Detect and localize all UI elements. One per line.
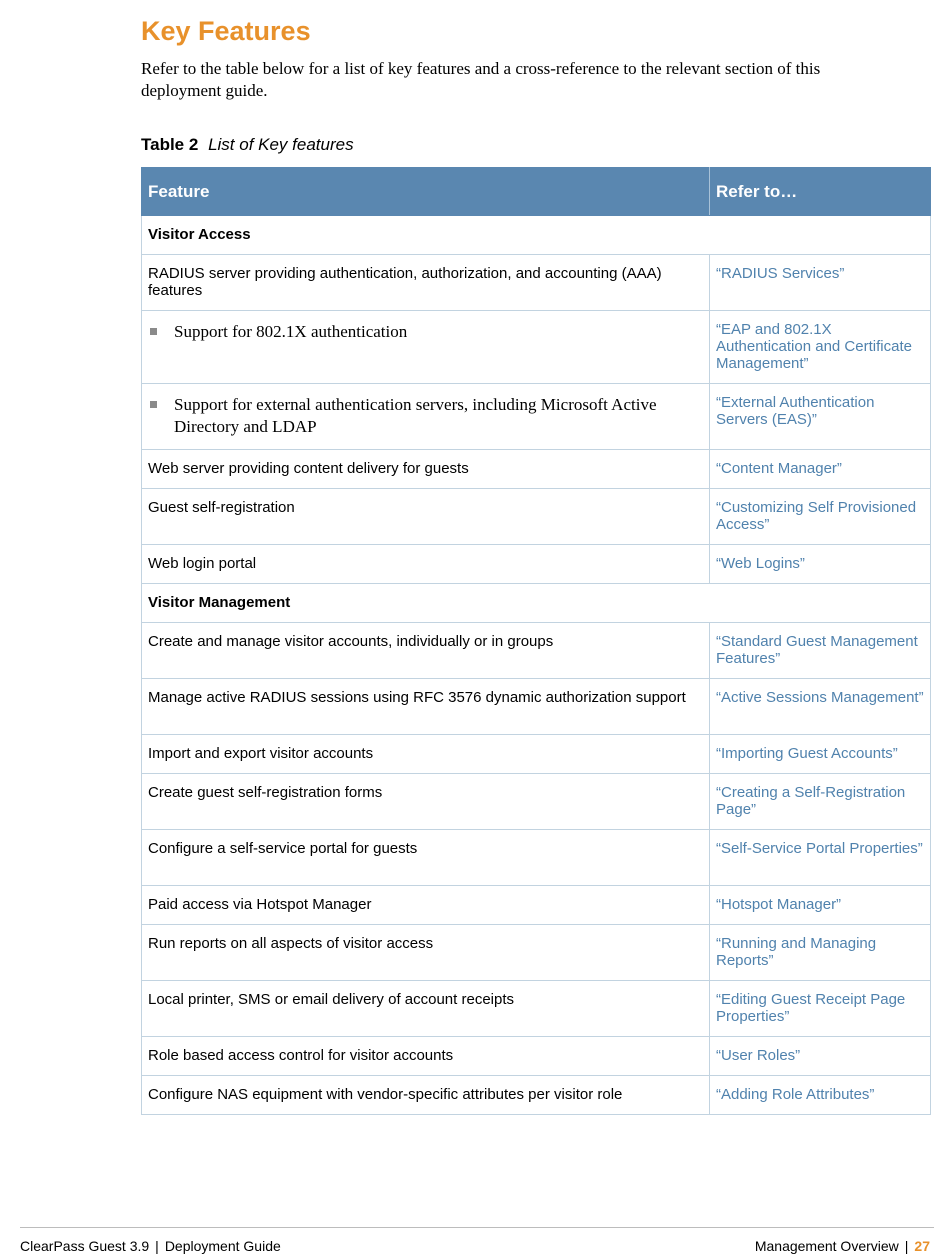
reference-link[interactable]: “Hotspot Manager” (710, 886, 931, 925)
section-title-visitor-access: Visitor Access (142, 216, 931, 255)
feature-cell: Import and export visitor accounts (142, 735, 710, 774)
table-row (142, 1037, 931, 1076)
table-caption-label: Table 2 (141, 135, 199, 154)
feature-cell: Configure NAS equipment with vendor-specific attributes per visitor role (142, 1076, 710, 1115)
page-number: 27 (914, 1238, 930, 1254)
reference-link[interactable]: “Content Manager” (710, 450, 931, 489)
reference-link[interactable]: “Importing Guest Accounts” (710, 735, 931, 774)
table-row (142, 450, 931, 489)
reference-link[interactable]: “Active Sessions Management” (710, 679, 931, 735)
feature-cell: Create guest self-registration forms (142, 774, 710, 830)
bullet-text: Support for external authentication servers, including Microsoft Active Directory and LDAP (174, 395, 657, 436)
reference-link[interactable]: “RADIUS Services” (710, 255, 931, 311)
feature-cell: Web login portal (142, 545, 710, 584)
bullet-square-icon (150, 328, 157, 335)
table-caption-text: List of Key features (208, 135, 354, 154)
feature-cell: Run reports on all aspects of visitor access (142, 925, 710, 981)
footer-separator: | (155, 1238, 159, 1254)
feature-cell: Local printer, SMS or email delivery of account receipts (142, 981, 710, 1037)
table-row (142, 830, 931, 886)
table-row (142, 774, 931, 830)
feature-cell: Paid access via Hotspot Manager (142, 886, 710, 925)
table-row (142, 925, 931, 981)
footer-separator: | (904, 1238, 909, 1254)
reference-link[interactable]: “Standard Guest Management Features” (710, 623, 931, 679)
footer-divider (20, 1227, 934, 1228)
table-row (142, 384, 931, 450)
table-row (142, 489, 931, 545)
table-row (142, 545, 931, 584)
footer-section: Management Overview (754, 1238, 899, 1254)
footer-right (755, 1238, 930, 1254)
feature-cell: Manage active RADIUS sessions using RFC 3576 dynamic authorization support (142, 679, 710, 735)
footer-product: ClearPass Guest 3.9 (20, 1238, 150, 1254)
table-header-row (142, 168, 931, 216)
reference-link[interactable]: “Web Logins” (710, 545, 931, 584)
table-row (142, 255, 931, 311)
feature-cell: Configure a self-service portal for guests (142, 830, 710, 886)
header-feature: Feature (142, 168, 710, 216)
key-features-table (141, 167, 931, 1115)
feature-cell: Create and manage visitor accounts, individually or in groups (142, 623, 710, 679)
feature-cell: Web server providing content delivery for guests (142, 450, 710, 489)
reference-link[interactable]: “EAP and 802.1X Authentication and Certificate Management” (710, 311, 931, 384)
reference-link[interactable]: “Customizing Self Provisioned Access” (710, 489, 931, 545)
feature-cell (142, 384, 710, 450)
table-caption (141, 135, 354, 155)
reference-link[interactable]: “Creating a Self-Registration Page” (710, 774, 931, 830)
bullet-square-icon (150, 401, 157, 408)
table-row (142, 981, 931, 1037)
reference-link[interactable]: “Editing Guest Receipt Page Properties” (710, 981, 931, 1037)
footer-left (20, 1238, 281, 1254)
reference-link[interactable]: “Running and Managing Reports” (710, 925, 931, 981)
feature-cell: RADIUS server providing authentication, authorization, and accounting (AAA) features (142, 255, 710, 311)
reference-link[interactable]: “External Authentication Servers (EAS)” (710, 384, 931, 450)
table-row (142, 1076, 931, 1115)
table-row (142, 623, 931, 679)
table-row (142, 735, 931, 774)
feature-cell: Role based access control for visitor accounts (142, 1037, 710, 1076)
page-heading: Key Features (141, 16, 311, 46)
feature-cell: Guest self-registration (142, 489, 710, 545)
footer-doc-title: Deployment Guide (164, 1238, 281, 1254)
section-row (142, 216, 931, 255)
table-row (142, 311, 931, 384)
table-row (142, 679, 931, 735)
intro-paragraph: Refer to the table below for a list of key features and a cross-reference to the relevant section of this deployment guide. (141, 59, 821, 100)
bullet-text: Support for 802.1X authentication (174, 322, 408, 341)
feature-cell (142, 311, 710, 384)
section-title-visitor-management: Visitor Management (142, 584, 931, 623)
reference-link[interactable]: “User Roles” (710, 1037, 931, 1076)
reference-link[interactable]: “Self-Service Portal Properties” (710, 830, 931, 886)
section-row (142, 584, 931, 623)
reference-link[interactable]: “Adding Role Attributes” (710, 1076, 931, 1115)
table-row (142, 886, 931, 925)
header-refer-to: Refer to… (710, 168, 931, 216)
